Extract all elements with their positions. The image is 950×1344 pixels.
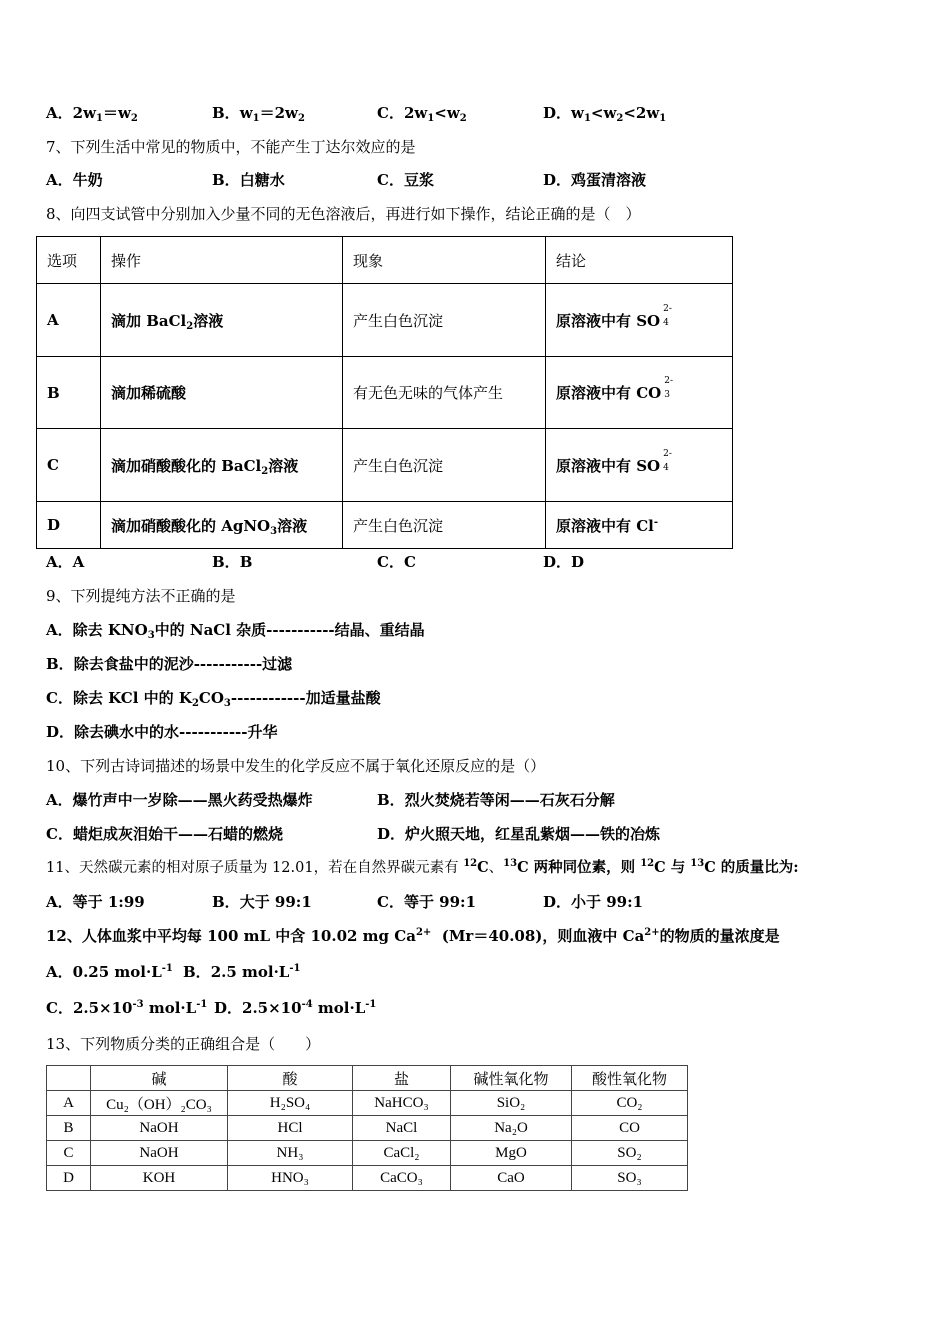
q13-row-base: NaOH <box>91 1141 228 1166</box>
q8-row-conclusion: 原溶液中有 SO 2- 4 <box>546 429 733 502</box>
q8-option-d[interactable]: D．D <box>543 553 585 571</box>
q10-option-d[interactable]: D．炉火照天地，红星乱紫烟——铁的冶炼 <box>377 825 661 843</box>
q8-option-a[interactable]: A．A <box>46 553 85 571</box>
q13-header-basic-oxide: 碱性氧化物 <box>451 1066 572 1091</box>
q10-option-c[interactable]: C．蜡炬成灰泪始干——石蜡的燃烧 <box>46 825 283 843</box>
q8-row-operation: 滴加硝酸酸化的 BaCl$_2$溶液 <box>101 429 343 502</box>
q13-row-acidic-oxide: SO₃ <box>572 1166 688 1191</box>
q10-option-b[interactable]: B．烈火焚烧若等闲——石灰石分解 <box>377 791 615 809</box>
q13-header-base: 碱 <box>91 1066 228 1091</box>
q12-option-a[interactable]: A．0.25 $mol\cdot L^{-1}$ <box>46 963 173 981</box>
q13-row-salt: NaHCO₃ <box>353 1091 451 1116</box>
q13-row-base: Cu₂（OH）₂CO₃ <box>91 1091 228 1116</box>
q7-option-c[interactable]: C．豆浆 <box>377 171 434 189</box>
q6-option-d[interactable]: D．$w_1<w_2<2w_1$ <box>543 104 667 124</box>
q8-header-row <box>37 237 733 284</box>
q8-row-b <box>37 357 733 429</box>
q13-row-acid: H₂SO₄ <box>228 1091 353 1116</box>
q8-table <box>36 236 733 549</box>
q13-row-basic-oxide: MgO <box>451 1141 572 1166</box>
q13-row-option: B <box>47 1116 91 1141</box>
q10-option-a[interactable]: A．爆竹声中一岁除——黑火药受热爆炸 <box>46 791 313 809</box>
q8-header-phenomenon: 现象 <box>343 237 546 284</box>
q13-row-acidic-oxide: CO <box>572 1116 688 1141</box>
q8-row-option: B <box>37 357 101 429</box>
q12-option-d[interactable]: D．$2.5\times 10^{-4}$ $mol\cdot L^{-1}$ <box>214 999 377 1017</box>
q9-option-d[interactable]: D．除去碘水中的水-----------升华 <box>46 723 278 741</box>
q13-row-salt: NaCl <box>353 1116 451 1141</box>
q9-stem: 9、下列提纯方法不正确的是 <box>46 587 236 605</box>
q7-stem: 7、下列生活中常见的物质中，不能产生丁达尔效应的是 <box>46 138 416 156</box>
q8-row-option: A <box>37 284 101 357</box>
q13-row-base: KOH <box>91 1166 228 1191</box>
q13-row-salt: CaCl₂ <box>353 1141 451 1166</box>
q13-header-acidic-oxide: 酸性氧化物 <box>572 1066 688 1091</box>
q8-row-conclusion: 原溶液中有 Cl- <box>546 502 733 549</box>
q13-row-base: NaOH <box>91 1116 228 1141</box>
q8-row-option: C <box>37 429 101 502</box>
q13-header-blank <box>47 1066 91 1091</box>
q11-stem: 11、天然碳元素的相对原子质量为 12.01，若在自然界碳元素有 $^{12}$C、$^{13}$C 两种同位素，则 $^{12}$C 与 $^{13}$C 的质量比为: <box>46 858 799 876</box>
q6-option-c[interactable]: C．$2w_1<w_2$ <box>377 104 467 124</box>
q13-row-a <box>47 1091 688 1116</box>
q7-option-d[interactable]: D．鸡蛋清溶液 <box>543 171 647 189</box>
q10-stem: 10、下列古诗词描述的场景中发生的化学反应不属于氧化还原反应的是（） <box>46 757 546 775</box>
q7-option-b[interactable]: B．白糖水 <box>212 171 285 189</box>
q13-table <box>46 1065 688 1191</box>
q13-row-salt: CaCO₃ <box>353 1166 451 1191</box>
q8-row-phenomenon: 产生白色沉淀 <box>343 502 546 549</box>
q8-row-d <box>37 502 733 549</box>
q8-row-phenomenon: 有无色无味的气体产生 <box>343 357 546 429</box>
q13-row-acid: NH₃ <box>228 1141 353 1166</box>
q8-row-option: D <box>37 502 101 549</box>
q8-row-conclusion: 原溶液中有 CO 2- 3 <box>546 357 733 429</box>
q8-row-a <box>37 284 733 357</box>
q13-row-basic-oxide: Na₂O <box>451 1116 572 1141</box>
q13-row-b <box>47 1116 688 1141</box>
q13-header-row <box>47 1066 688 1091</box>
q8-row-phenomenon: 产生白色沉淀 <box>343 429 546 502</box>
q11-option-d[interactable]: D．小于 99:1 <box>543 893 644 911</box>
q12-option-c[interactable]: C．$2.5\times 10^{-3}$ $mol\cdot L^{-1}$ <box>46 999 208 1017</box>
q8-option-b[interactable]: B．B <box>212 553 253 571</box>
q13-header-acid: 酸 <box>228 1066 353 1091</box>
q8-header-conclusion: 结论 <box>546 237 733 284</box>
q13-row-acidic-oxide: CO₂ <box>572 1091 688 1116</box>
q13-row-d <box>47 1166 688 1191</box>
q8-row-operation: 滴加硝酸酸化的 AgNO$_3$溶液 <box>101 502 343 549</box>
q8-row-operation: 滴加 BaCl$_2$溶液 <box>101 284 343 357</box>
q13-row-acid: HNO₃ <box>228 1166 353 1191</box>
q13-stem: 13、下列物质分类的正确组合是（ ） <box>46 1035 321 1053</box>
q11-option-a[interactable]: A．等于 1:99 <box>46 893 145 911</box>
q11-option-c[interactable]: C．等于 99:1 <box>377 893 477 911</box>
q13-row-option: D <box>47 1166 91 1191</box>
q6-option-a[interactable]: A．$2w_1=w_2$ <box>46 104 138 124</box>
q9-option-b[interactable]: B．除去食盐中的泥沙-----------过滤 <box>46 655 293 673</box>
q8-row-operation: 滴加稀硫酸 <box>101 357 343 429</box>
q12-stem: 12、人体血浆中平均每 100 mL 中含 10.02 mg $Ca^{2+}$ (Mr＝40.08)，则血液中 $Ca^{2+}$的物质的量浓度是 <box>46 927 780 945</box>
q13-row-c <box>47 1141 688 1166</box>
q13-row-option: A <box>47 1091 91 1116</box>
q13-header-salt: 盐 <box>353 1066 451 1091</box>
q8-header-option: 选项 <box>37 237 101 284</box>
q13-row-acid: HCl <box>228 1116 353 1141</box>
q13-row-option: C <box>47 1141 91 1166</box>
q9-option-a[interactable]: A．除去 $KNO_3$中的 NaCl 杂质-----------结晶、重结晶 <box>46 621 425 641</box>
q8-option-c[interactable]: C．C <box>377 553 416 571</box>
q8-header-operation: 操作 <box>101 237 343 284</box>
q8-stem: 8、向四支试管中分别加入少量不同的无色溶液后，再进行如下操作，结论正确的是（ ） <box>46 205 641 223</box>
q12-option-b[interactable]: B．2.5 $mol\cdot L^{-1}$ <box>183 963 301 981</box>
q13-row-basic-oxide: CaO <box>451 1166 572 1191</box>
q7-option-a[interactable]: A．牛奶 <box>46 171 103 189</box>
q11-option-b[interactable]: B．大于 99:1 <box>212 893 312 911</box>
q13-row-basic-oxide: SiO₂ <box>451 1091 572 1116</box>
q13-row-acidic-oxide: SO₂ <box>572 1141 688 1166</box>
q9-option-c[interactable]: C．除去 KCl 中的 $K_2CO_3------------$加适量盐酸 <box>46 689 381 709</box>
q8-row-phenomenon: 产生白色沉淀 <box>343 284 546 357</box>
q6-option-b[interactable]: B．$w_1=2w_2$ <box>212 104 305 124</box>
q8-row-conclusion: 原溶液中有 SO 2- 4 <box>546 284 733 357</box>
q8-row-c <box>37 429 733 502</box>
